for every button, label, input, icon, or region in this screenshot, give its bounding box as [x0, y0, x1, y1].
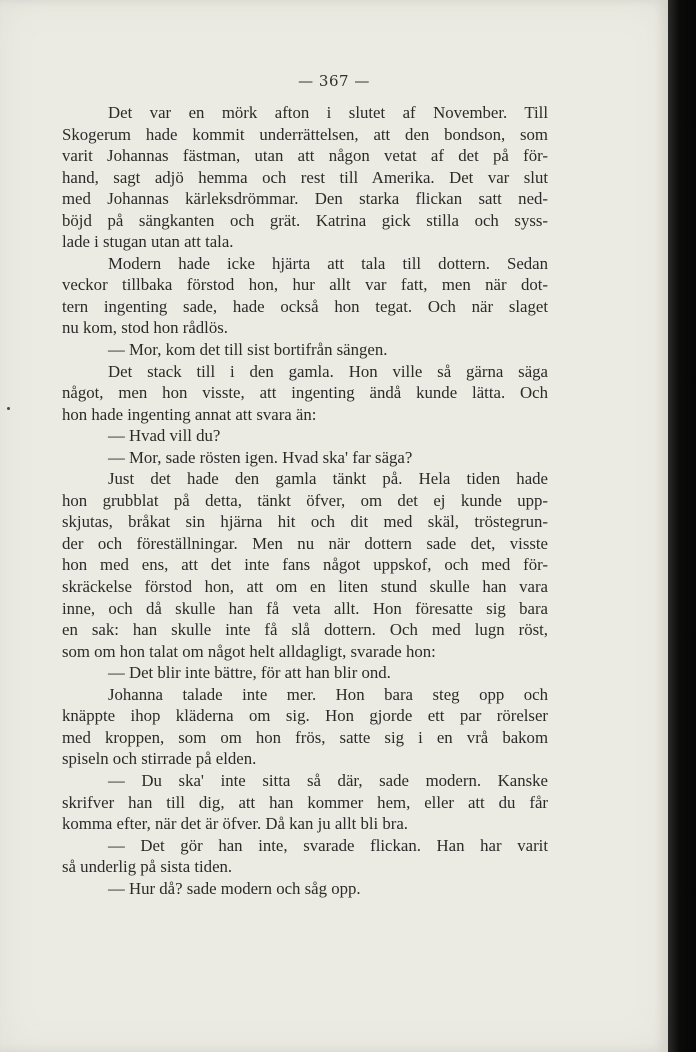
text-line: hon med ens, att det inte fans något uppskof, och med för- [62, 555, 548, 575]
text-line: der och föreställningar. Men nu när dottern sade det, visste [62, 533, 548, 553]
text-line: Johanna talade inte mer. Hon bara steg opp och [108, 684, 548, 704]
text-line: som om hon talat om något helt alldagligt, svarade hon: [62, 641, 436, 661]
text-line: Det var en mörk afton i slutet af November. Till [108, 103, 548, 122]
text-line: med Johannas kärleksdrömmar. Den starka flickan satt ned- [62, 189, 548, 209]
text-line: — Mor, kom det till sist bortifrån sängen. [108, 340, 388, 360]
text-line: Skogerum hade kommit underrättelsen, att den bondson, som [62, 124, 548, 144]
text-line: — Det blir inte bättre, för att han blir ond. [108, 663, 391, 683]
page-number: — 367 — [298, 72, 370, 90]
text-line: Modern hade icke hjärta att tala till dottern. Sedan [108, 253, 548, 273]
text-line: nu kom, stod hon rådlös. [62, 318, 228, 338]
text-line: — Hur då? sade modern och såg opp. [108, 878, 361, 898]
text-line: skrifver han till dig, att han kommer hem, eller att du får [62, 792, 548, 812]
text-line: hon grubblat på detta, tänkt öfver, om det ej kunde upp- [62, 490, 548, 510]
text-line: lade i stugan utan att tala. [62, 232, 234, 252]
text-line: inne, och då skulle han få veta allt. Hon föresatte sig bara [62, 598, 548, 618]
body-text [62, 102, 548, 899]
text-line: — Mor, sade rösten igen. Hvad ska' far säga? [108, 447, 413, 467]
text-line: hon hade ingenting annat att svara än: [62, 404, 317, 424]
text-line: spiseln och stirrade på elden. [62, 749, 257, 769]
text-line: skjutas, bråkat sin hjärna hit och dit med skäl, tröstegrun- [62, 512, 548, 532]
speck-mark [7, 407, 10, 410]
text-line: komma efter, när det är öfver. Då kan ju allt bli bra. [62, 814, 409, 834]
text-line: — Du ska' inte sitta så där, sade modern. Kanske [108, 770, 548, 790]
text-line: — Hvad vill du? [108, 426, 221, 446]
text-line: skräckelse förstod hon, att om en liten stund skulle han vara [62, 577, 548, 597]
text-line: veckor tillbaka förstod hon, hur allt var fatt, men när dot- [62, 275, 548, 295]
scan-edge-shadow [668, 0, 696, 1052]
text-line: hand, sagt adjö hemma och rest till Amerika. Det var slut [62, 167, 548, 187]
text-line: böjd på sängkanten och grät. Katrina gick stilla och syss- [62, 210, 548, 230]
text-line: Det stack till i den gamla. Hon ville så gärna säga [108, 361, 548, 381]
text-line: en sak: han skulle inte få slå dottern. Och med lugn röst, [62, 620, 548, 640]
text-line: med kroppen, som om hon frös, satte sig i en vrå bakom [62, 727, 548, 747]
text-line: något, men hon visste, att ingenting ändå kunde lätta. Och [62, 383, 548, 403]
text-line: varit Johannas fästman, utan att någon vetat af det på för- [62, 146, 548, 166]
text-line: knäppte ihop kläderna om sig. Hon gjorde ett par rörelser [62, 706, 548, 726]
text-line: tern ingenting sade, hade också hon tegat. Och när slaget [62, 296, 548, 316]
text-line: så underlig på sista tiden. [62, 857, 233, 877]
text-line: Just det hade den gamla tänkt på. Hela tiden hade [108, 469, 548, 489]
text-line: — Det gör han inte, svarade flickan. Han har varit [108, 835, 548, 855]
